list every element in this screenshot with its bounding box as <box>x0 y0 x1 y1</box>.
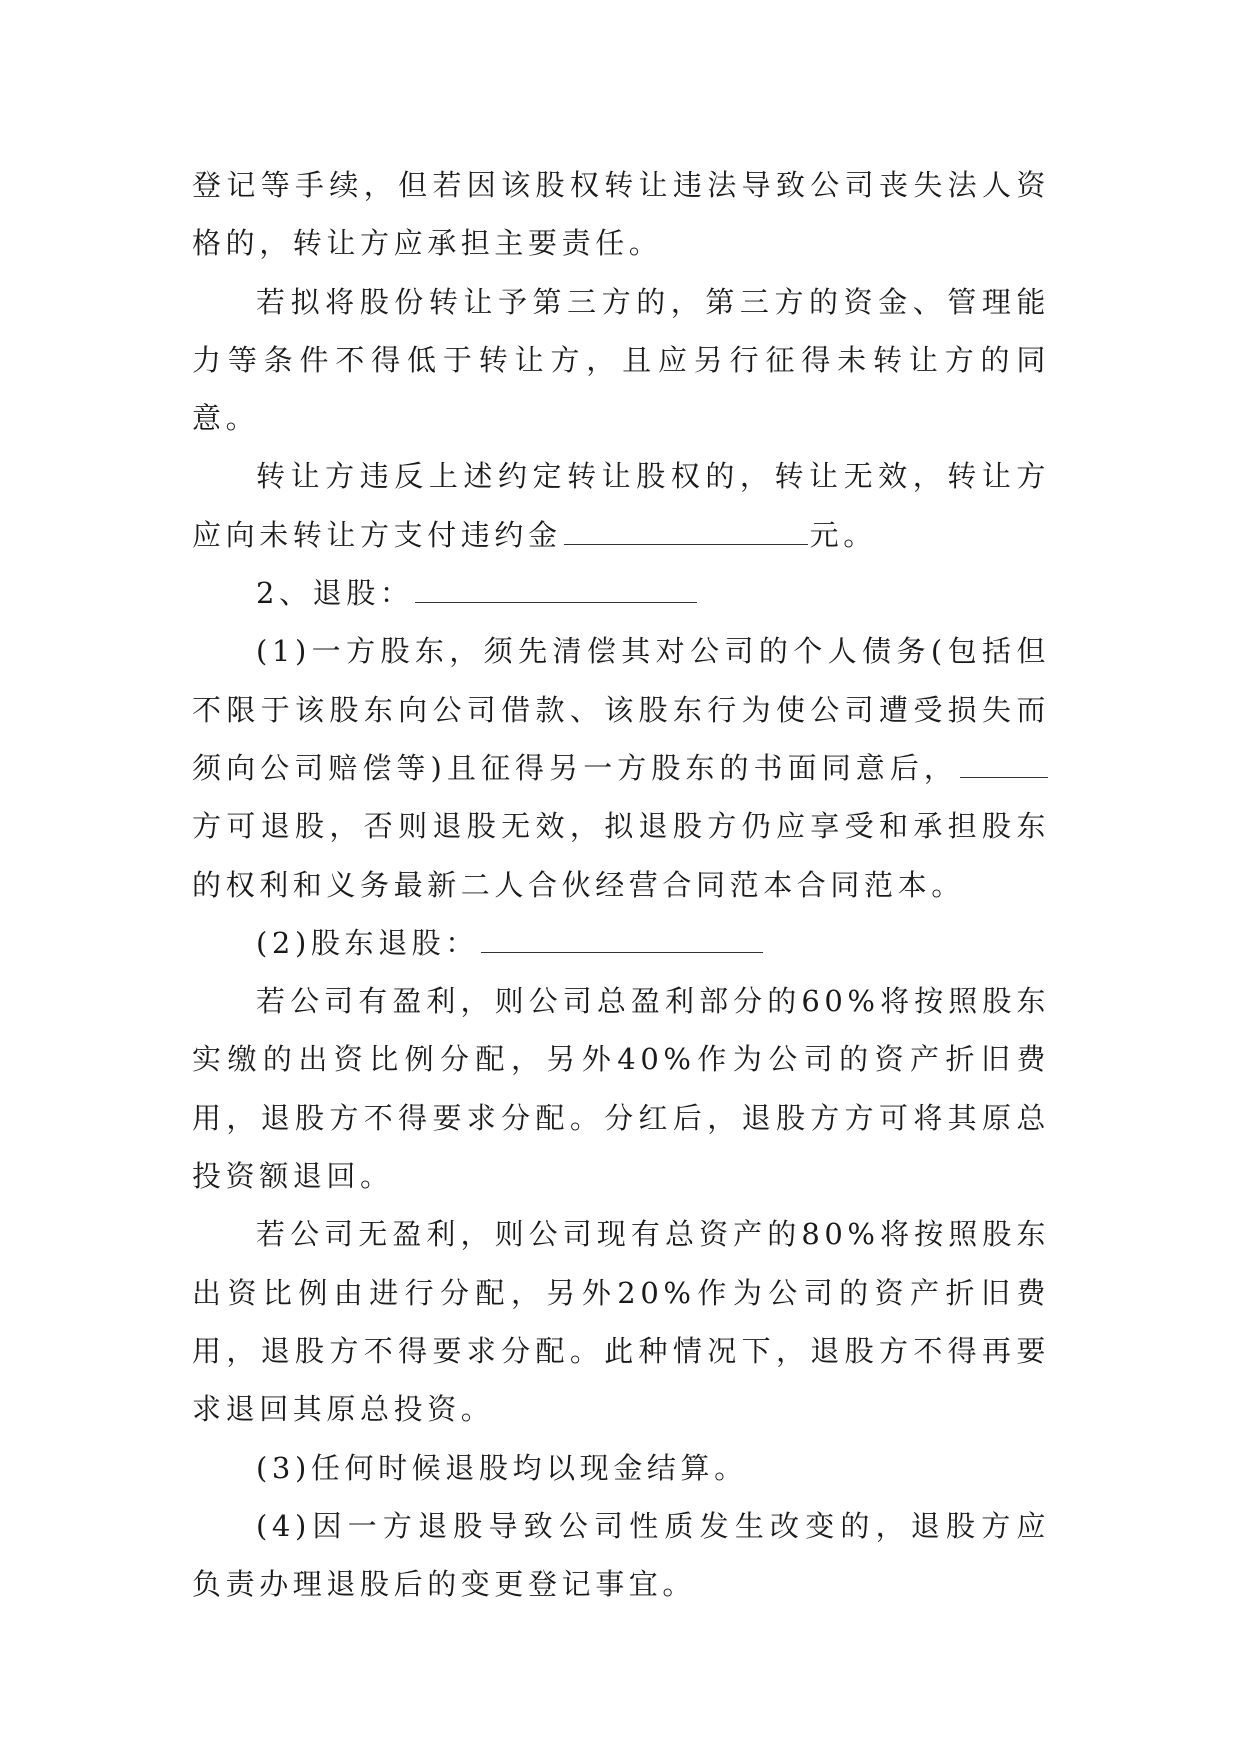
penalty-amount-blank <box>564 515 808 545</box>
section-heading-text: 2、退股： <box>256 576 414 611</box>
paragraph-withdrawal-condition <box>192 622 1050 913</box>
paragraph-transfer-liability <box>192 156 1050 273</box>
paragraph-cash-settlement <box>192 1439 1050 1497</box>
withdrawal-party-blank <box>960 748 1048 778</box>
paragraph-change-registration <box>192 1497 1050 1614</box>
paragraph-text: 登记等手续，但若因该股权转让违法导致公司丧失法人资格的，转让方应承担主要责任。 <box>192 168 1050 261</box>
withdrawal-blank <box>415 573 697 603</box>
paragraph-text: (4)因一方退股导致公司性质发生改变的，退股方应负责办理退股后的变更登记事宜。 <box>192 1508 1050 1602</box>
section-heading-text: (2)股东退股： <box>256 925 479 960</box>
section-withdrawal-heading <box>192 564 1050 622</box>
document-body <box>192 156 1050 1613</box>
shareholder-withdrawal-blank <box>481 923 763 953</box>
paragraph-profit-case <box>192 972 1050 1205</box>
paragraph-breach-penalty <box>192 447 1050 564</box>
paragraph-third-party-transfer <box>192 273 1050 448</box>
section-shareholder-withdrawal <box>192 914 1050 972</box>
paragraph-text-after: 元。 <box>809 517 877 552</box>
paragraph-text-after: 方可退股，否则退股无效，拟退股方仍应享受和承担股东的权利和义务最新二人合伙经营合同范本合同范本。 <box>192 809 1050 902</box>
paragraph-text: 若公司无盈利，则公司现有总资产的80%将按照股东出资比例由进行分配，另外20%作为公司的资产折旧费用，退股方不得要求分配。此种情况下，退股方不得再要求退回其原总投资。 <box>192 1217 1050 1427</box>
paragraph-text: 若公司有盈利，则公司总盈利部分的60%将按照股东实缴的出资比例分配，另外40%作为公司的资产折旧费用，退股方不得要求分配。分红后，退股方方可将其原总投资额退回。 <box>192 984 1050 1194</box>
paragraph-text: (1)一方股东，须先清偿其对公司的个人债务(包括但不限于该股东向公司借款、该股东行为使公司遭受损失而须向公司赔偿等)且征得另一方股东的书面同意后， <box>192 634 1050 785</box>
paragraph-text: 若拟将股份转让予第三方的，第三方的资金、管理能力等条件不得低于转让方，且应另行征得未转让方的同意。 <box>192 284 1050 436</box>
paragraph-text: (3)任何时候退股均以现金结算。 <box>256 1450 748 1485</box>
paragraph-no-profit-case <box>192 1205 1050 1438</box>
paragraph-text: 转让方违反上述约定转让股权的，转让无效，转让方应向未转让方支付违约金 <box>192 459 1050 552</box>
